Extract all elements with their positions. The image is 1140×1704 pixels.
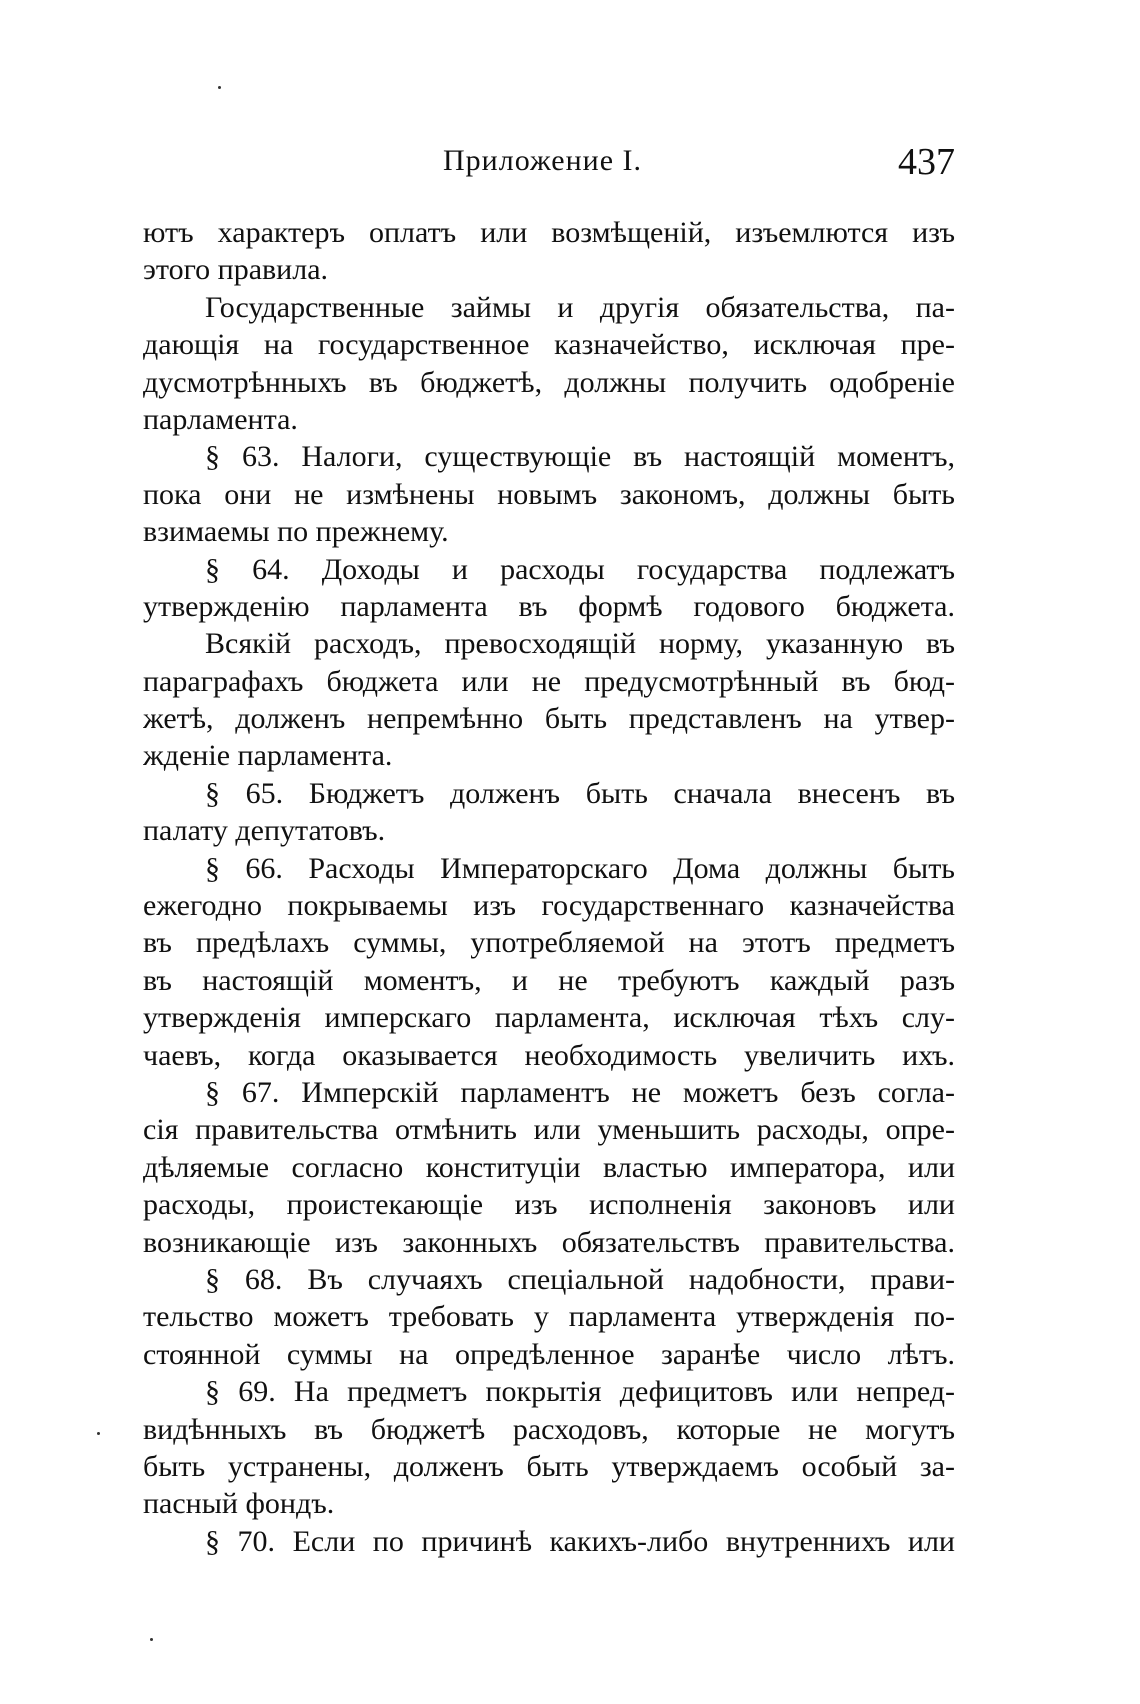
text-line: возникающіе изъ законныхъ обязательствъ правительства. <box>143 1225 955 1259</box>
scan-speck <box>150 1638 153 1641</box>
page-header <box>143 140 955 184</box>
text-line: парламента. <box>143 402 298 436</box>
text-line: стоянной суммы на опредѣленное заранѣе число лѣтъ. <box>143 1337 955 1371</box>
section-70-start: § 70. Если по причинѣ какихъ-либо внутреннихъ или <box>205 1524 955 1558</box>
scan-speck <box>218 86 221 89</box>
text-line: расходы, проистекающіе изъ исполненія законовъ или <box>143 1188 955 1222</box>
text-line: чаевъ, когда оказывается необходимость увеличить ихъ. <box>143 1038 955 1072</box>
text-line: этого правила. <box>143 253 329 287</box>
section-68-start: § 68. Въ случаяхъ спеціальной надобности, прави- <box>205 1262 955 1296</box>
text-line: видѣнныхъ въ бюджетѣ расходовъ, которые не могутъ <box>143 1412 955 1446</box>
text-line: сія правительства отмѣнить или уменьшить расходы, опре- <box>143 1113 955 1147</box>
text-line: тельство можетъ требовать у парламента утвержденія по- <box>143 1300 955 1334</box>
section-63-start: § 63. Налоги, существующіе въ настоящій моментъ, <box>205 440 955 474</box>
text-line: палату депутатовъ. <box>143 814 386 848</box>
running-title: Приложение I. <box>443 144 643 177</box>
text-line: дающія на государственное казначейство, исключая пре- <box>143 328 955 362</box>
text-line: дѣляемые согласно конституціи властью императора, или <box>143 1150 955 1184</box>
body-text <box>143 214 955 1560</box>
text-line: въ настоящій моментъ, и не требуютъ каждый разъ <box>143 963 955 997</box>
text-line: утвержденію парламента въ формѣ годового бюджета. <box>143 589 955 623</box>
section-67-start: § 67. Имперскій парламентъ не можетъ безъ согла- <box>205 1075 955 1109</box>
text-line: взимаемы по прежнему. <box>143 515 449 549</box>
section-69-start: § 69. На предметъ покрытія дефицитовъ или непред- <box>205 1375 955 1409</box>
text-line: жетѣ, долженъ непремѣнно быть представленъ на утвер- <box>143 702 955 736</box>
text-line: утвержденія имперскаго парламента, исключая тѣхъ слу- <box>143 1001 955 1035</box>
paragraph-start: Государственные займы и другія обязательства, па- <box>205 290 955 324</box>
paragraph-start: Всякій расходъ, превосходящій норму, указанную въ <box>205 627 955 661</box>
text-line: быть устранены, долженъ быть утверждаемъ особый за- <box>143 1449 955 1483</box>
text-line: ежегодно покрываемы изъ государственнаго казначейства <box>143 889 955 923</box>
text-line: ютъ характеръ оплатъ или возмѣщеній, изъемлются изъ <box>143 216 955 249</box>
text-line: параграфахъ бюджета или не предусмотрѣнный въ бюд- <box>143 664 955 698</box>
text-line: жденіе парламента. <box>143 739 393 773</box>
text-line: пасный фондъ. <box>143 1487 335 1521</box>
text-line: дусмотрѣнныхъ въ бюджетѣ, должны получить одобреніе <box>143 365 955 399</box>
section-65-start: § 65. Бюджетъ долженъ быть сначала внесенъ въ <box>205 776 955 810</box>
scan-speck <box>97 1432 100 1435</box>
page-number: 437 <box>898 141 955 183</box>
section-64-start: § 64. Доходы и расходы государства подлежатъ <box>205 552 955 586</box>
text-line: въ предѣлахъ суммы, употребляемой на этотъ предметъ <box>143 926 955 960</box>
section-66-start: § 66. Расходы Императорскаго Дома должны быть <box>205 851 955 885</box>
text-line: пока они не измѣнены новымъ закономъ, должны быть <box>143 477 955 511</box>
